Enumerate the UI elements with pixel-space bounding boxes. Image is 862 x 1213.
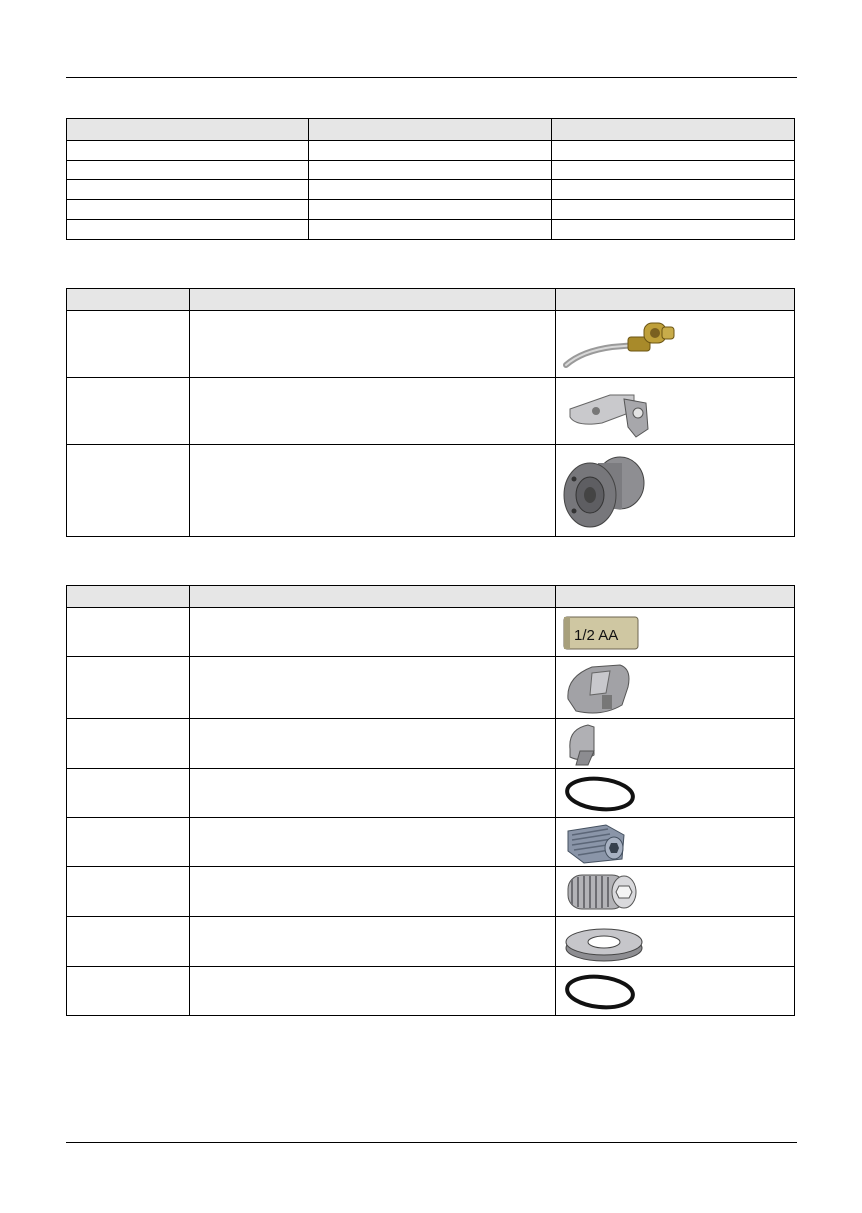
small-clip-icon [562,721,612,767]
washer-icon [562,920,648,964]
table-row [67,445,795,537]
description-cell [190,769,556,818]
description-cell [190,311,556,378]
table-row [67,141,795,161]
table-header-row [67,289,795,311]
footer-rule [66,1142,797,1143]
header-cell [556,586,795,608]
description-cell [190,818,556,867]
table-row [67,719,795,769]
table-row [67,917,795,967]
table-cell [309,161,552,180]
description-cell [190,719,556,769]
threaded-ring-icon [562,869,644,915]
table-row [67,818,795,867]
parts-table-2 [66,585,795,1016]
table-cell [552,161,795,180]
table-cell [552,141,795,161]
table-row [67,967,795,1016]
table-cell [552,180,795,200]
battery-icon [562,613,642,653]
image-cell [556,818,795,867]
image-cell [556,445,795,537]
table-row [67,161,795,180]
table-row [67,867,795,917]
part-cell [67,769,190,818]
header-cell [309,119,552,141]
o-ring-icon [562,971,642,1013]
part-cell [67,967,190,1016]
header-cell [67,289,190,311]
description-cell [190,657,556,719]
image-cell [556,378,795,445]
table-row [67,608,795,657]
description-cell [190,445,556,537]
description-cell [190,917,556,967]
header-rule [66,77,797,78]
brass-nozzle-with-tube-icon [562,313,682,375]
description-cell [190,967,556,1016]
table-header-row [67,586,795,608]
part-cell [67,608,190,657]
part-cell [67,657,190,719]
header-cell [190,289,556,311]
description-cell [190,867,556,917]
header-cell [552,119,795,141]
image-cell [556,867,795,917]
description-cell [190,378,556,445]
description-cell [190,608,556,657]
part-cell [67,867,190,917]
table-row [67,220,795,240]
table-row [67,378,795,445]
header-cell [190,586,556,608]
table-cell [67,180,309,200]
table-row [67,180,795,200]
table-cell [552,220,795,240]
part-cell [67,818,190,867]
flanged-housing-icon [562,449,652,533]
header-cell [67,119,309,141]
part-cell [67,445,190,537]
table-row [67,311,795,378]
threaded-plug-icon [562,821,632,865]
image-cell [556,769,795,818]
table-cell [309,220,552,240]
image-cell [556,967,795,1016]
header-cell [67,586,190,608]
table-cell [67,220,309,240]
table-cell [309,200,552,220]
table-cell [309,180,552,200]
table-cell [309,141,552,161]
table-cell [67,141,309,161]
image-cell [556,608,795,657]
parts-table-1 [66,288,795,537]
image-cell [556,657,795,719]
angled-bracket-icon [562,381,662,443]
image-cell [556,719,795,769]
part-cell [67,378,190,445]
image-cell [556,311,795,378]
table-cell [67,161,309,180]
battery-label: 1/2 AA [574,627,619,644]
header-cell [556,289,795,311]
table-header-row [67,119,795,141]
spec-table [66,118,795,240]
part-cell [67,311,190,378]
part-cell [67,917,190,967]
table-row [67,200,795,220]
table-cell [552,200,795,220]
image-cell [556,917,795,967]
part-cell [67,719,190,769]
knob-cap-icon [562,659,642,717]
table-row [67,657,795,719]
table-cell [67,200,309,220]
o-ring-icon [562,773,642,815]
table-row [67,769,795,818]
